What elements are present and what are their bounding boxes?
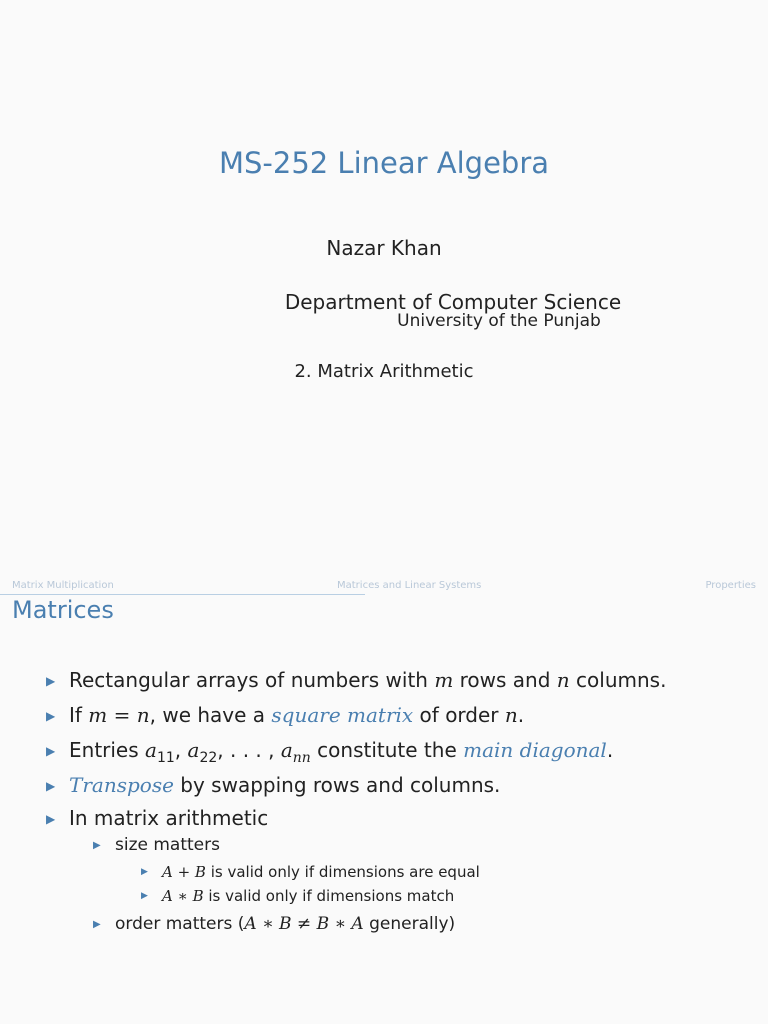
list-item: ▶ A + B is valid only if dimensions are equal xyxy=(141,863,480,881)
nav-section-matrix-multiplication[interactable]: Matrix Multiplication xyxy=(12,580,114,591)
nav-section-properties[interactable]: Properties xyxy=(705,580,756,591)
section-navigation xyxy=(0,578,768,594)
list-item: ▶ Entries $a_{11}$, $a_{22}$, . . . , $a_{nn}$ constitute the main diagonal. xyxy=(46,738,614,766)
list-item: ▶ In matrix arithmetic xyxy=(46,806,269,830)
frame-title: Matrices xyxy=(12,596,114,624)
triangle-right-icon: ▶ xyxy=(46,674,56,688)
triangle-right-icon: ▶ xyxy=(93,840,101,851)
triangle-right-icon: ▶ xyxy=(46,779,56,793)
triangle-right-icon: ▶ xyxy=(93,919,101,930)
institute-department: Department of Computer Science xyxy=(284,290,622,314)
list-item: ▶ If m = n, we have a square matrix of order n. xyxy=(46,703,525,727)
list-item: ▶ Rectangular arrays of numbers with m rows and n columns. xyxy=(46,668,667,692)
author-name: Nazar Khan xyxy=(326,236,442,260)
nav-section-matrices-linear-systems[interactable]: Matrices and Linear Systems xyxy=(337,580,482,591)
triangle-right-icon: ▶ xyxy=(46,709,56,723)
list-item: ▶ size matters xyxy=(93,835,220,855)
list-item: ▶ A ∗ B is valid only if dimensions match xyxy=(141,887,455,905)
triangle-right-icon: ▶ xyxy=(46,812,56,826)
navigation-divider xyxy=(0,594,365,595)
term-transpose: Transpose xyxy=(69,773,174,797)
list-item: ▶ order matters (A ∗ B ≠ B ∗ A generally) xyxy=(93,914,456,934)
triangle-right-icon: ▶ xyxy=(141,891,148,901)
list-item: ▶ Transpose by swapping rows and columns. xyxy=(46,773,501,797)
term-square-matrix: square matrix xyxy=(271,703,414,727)
triangle-right-icon: ▶ xyxy=(46,744,56,758)
institute-university: University of the Punjab xyxy=(397,311,601,331)
lecture-title: 2. Matrix Arithmetic xyxy=(294,361,474,382)
presentation-title: MS-252 Linear Algebra xyxy=(218,146,550,180)
triangle-right-icon: ▶ xyxy=(141,867,148,877)
term-main-diagonal: main diagonal xyxy=(463,738,607,762)
